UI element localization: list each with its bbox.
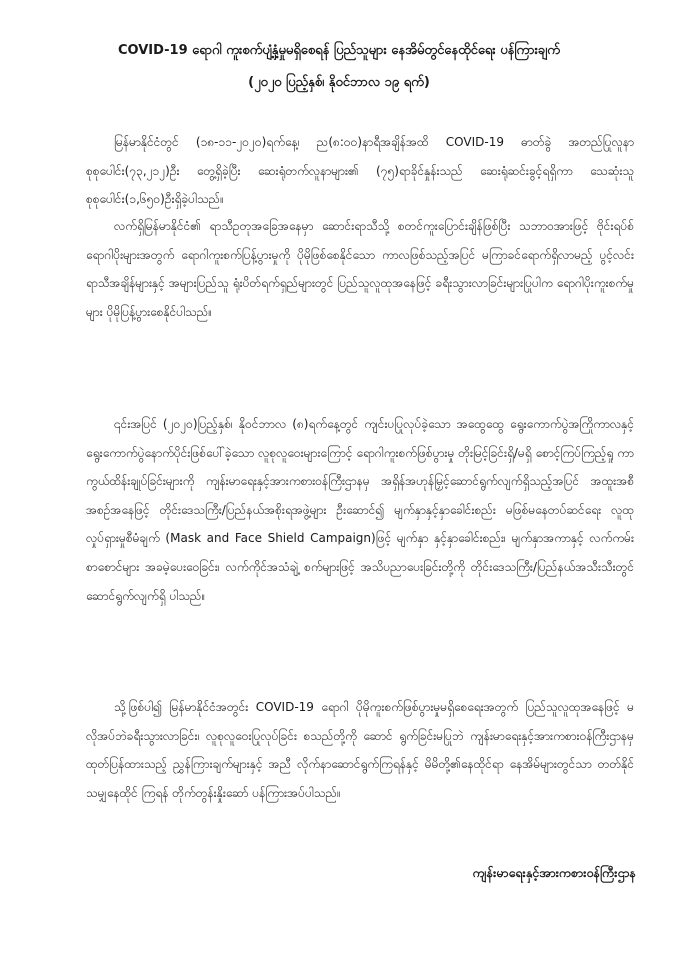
paragraph-case-statistics: မြန်မာနိုင်ငံတွင် (၁၈-၁၁-၂၀၂၀)ရက်နေ့၊ ည(၈:၀၀)နာရီအချိန်အထိ COVID-19 ဓာတ်ခွဲ အတည်ပြုလူနာ စုစုပေါင်း(၇၃,၂၁၂)ဦး တွေ့ရှိခဲ့ပြီး ဆေးရုံတက်လူနာများ၏ (၇၅)ရာခိုင်နှုန်းသည် ဆေးရုံဆင်းခွင့်ရရှိကာ သေဆုံးသူစုစုပေါင်း(၁,၆၅၀)ဦးရှိခဲ့ပါသည်။ [86, 135, 634, 207]
document-title: COVID-19 ရောဂါ ကူးစက်ပျံ့နှံ့မှုမရှိစေရန် ပြည်သူများ နေအိမ်တွင်နေထိုင်ရေး ပန်ကြားချက် [117, 43, 560, 58]
paragraph-election-campaign: ၎င်းအပြင် (၂၀၂၀)ပြည့်နှစ်၊ နိုဝင်ဘာလ (၈)ရက်နေ့တွင် ကျင်းပပြုလုပ်ခဲ့သော အထွေထွေ ရွေးကောက်ပွဲအကြိုကာလနှင့် ရွေးကောက်ပွဲနောက်ပိုင်းဖြစ်ပေါ်ခဲ့သော လူစုလူဝေးများကြောင့် ရောဂါကူးစက်ဖြစ်ပွားမှု တိုးမြင့်ခြင်းရှိ/မရှိ စောင့်ကြပ်ကြည့်ရှု ကာကွယ်ထိန်းချုပ်ခြင်းများကို ကျန်းမာရေးနှင့်အားကစားဝန်ကြီးဌာနမှ အရှိန်အဟုန်မြှင့်ဆောင်ရွက်လျက်ရှိသည့်အပြင် အထူးအစီ အစဉ်အနေဖြင့် တိုင်းဒေသကြီး/ပြည်နယ်အစိုးရအဖွဲ့များ ဦးဆောင်၍ မျက်နှာနှင့်နှာခေါင်းစည်း မဖြစ်မနေတပ်ဆင်ရေး လူထုလှုပ်ရှားမှုစီမံချက် (Mask and Face Shield Campaign)ဖြင့် မျက်နှာ နှင့်နှာခေါင်းစည်း၊ မျက်နှာအကာနှင့် လက်ကမ်းစာစောင်များ အခမဲ့ပေးဝေခြင်း၊ လက်ကိုင်အသံချဲ့ စက်များဖြင့် အသိပညာပေးခြင်းတို့ကို တိုင်းဒေသကြီး/ပြည်နယ်အသီးသီးတွင် ဆောင်ရွက်လျက်ရှိ ပါသည်။ [86, 417, 635, 603]
document-date: (၂၀၂၀ ပြည့်နှစ်၊ နိုဝင်ဘာလ ၁၉ ရက်) [248, 75, 430, 90]
paragraph-stay-home-request: သို့ဖြစ်ပါ၍ မြန်မာနိုင်ငံအတွင်း COVID-19 ရောဂါ ပိုမိုကူးစက်ဖြစ်ပွားမှုမရှိစေရေးအတွက် ပြည်သူလူထုအနေဖြင့် မလိုအပ်ဘဲခရီးသွားလာခြင်း၊ လူစုလူဝေးပြုလုပ်ခြင်း စသည်တို့ကို ဆောင် ရွက်ခြင်းမပြုဘဲ ကျန်းမာရေးနှင့်အားကစားဝန်ကြီးဌာနမှ ထုတ်ပြန်ထားသည့် ညွှန်ကြားချက်များနှင့် အညီ လိုက်နာဆောင်ရွက်ကြရန်နှင့် မိမိတို့၏နေထိုင်ရာ နေအိမ်များတွင်သာ တတ်နိုင်သမျှနေထိုင် ကြရန် တိုက်တွန်းနှိုးဆော် ပန်ကြားအပ်ပါသည်။ [86, 700, 634, 800]
issuing-ministry: ကျန်းမာရေးနှင့်အားကစားဝန်ကြီးဌာန [472, 865, 636, 880]
paragraph-season-risk: လက်ရှိမြန်မာနိုင်ငံ၏ ရာသီဥတုအခြေအနေမှာ ဆောင်းရာသီသို့ စတင်ကူးပြောင်းချိန်ဖြစ်ပြီး သဘာဝအားဖြင့် ဗိုင်းရပ်စ်ရောဂါပိုးများအတွက် ရောဂါကူးစက်ပြန့်ပွားမှုကို ပိုမိုဖြစ်စေနိုင်သော ကာလဖြစ်သည့်အပြင် မကြာခင်ရောက်ရှိလာမည့် ပွင့်လင်းရာသီအချိန်များနှင့် အများပြည်သူ ရုံးပိတ်ရက်ရှည်များတွင် ပြည်သူလူထုအနေဖြင့် ခရီးသွားလာခြင်းများပြုပါက ရောဂါပိုးကူးစက်မှု များ ပိုမိုပြန့်ပွားစေနိုင်ပါသည်။ [86, 219, 634, 319]
